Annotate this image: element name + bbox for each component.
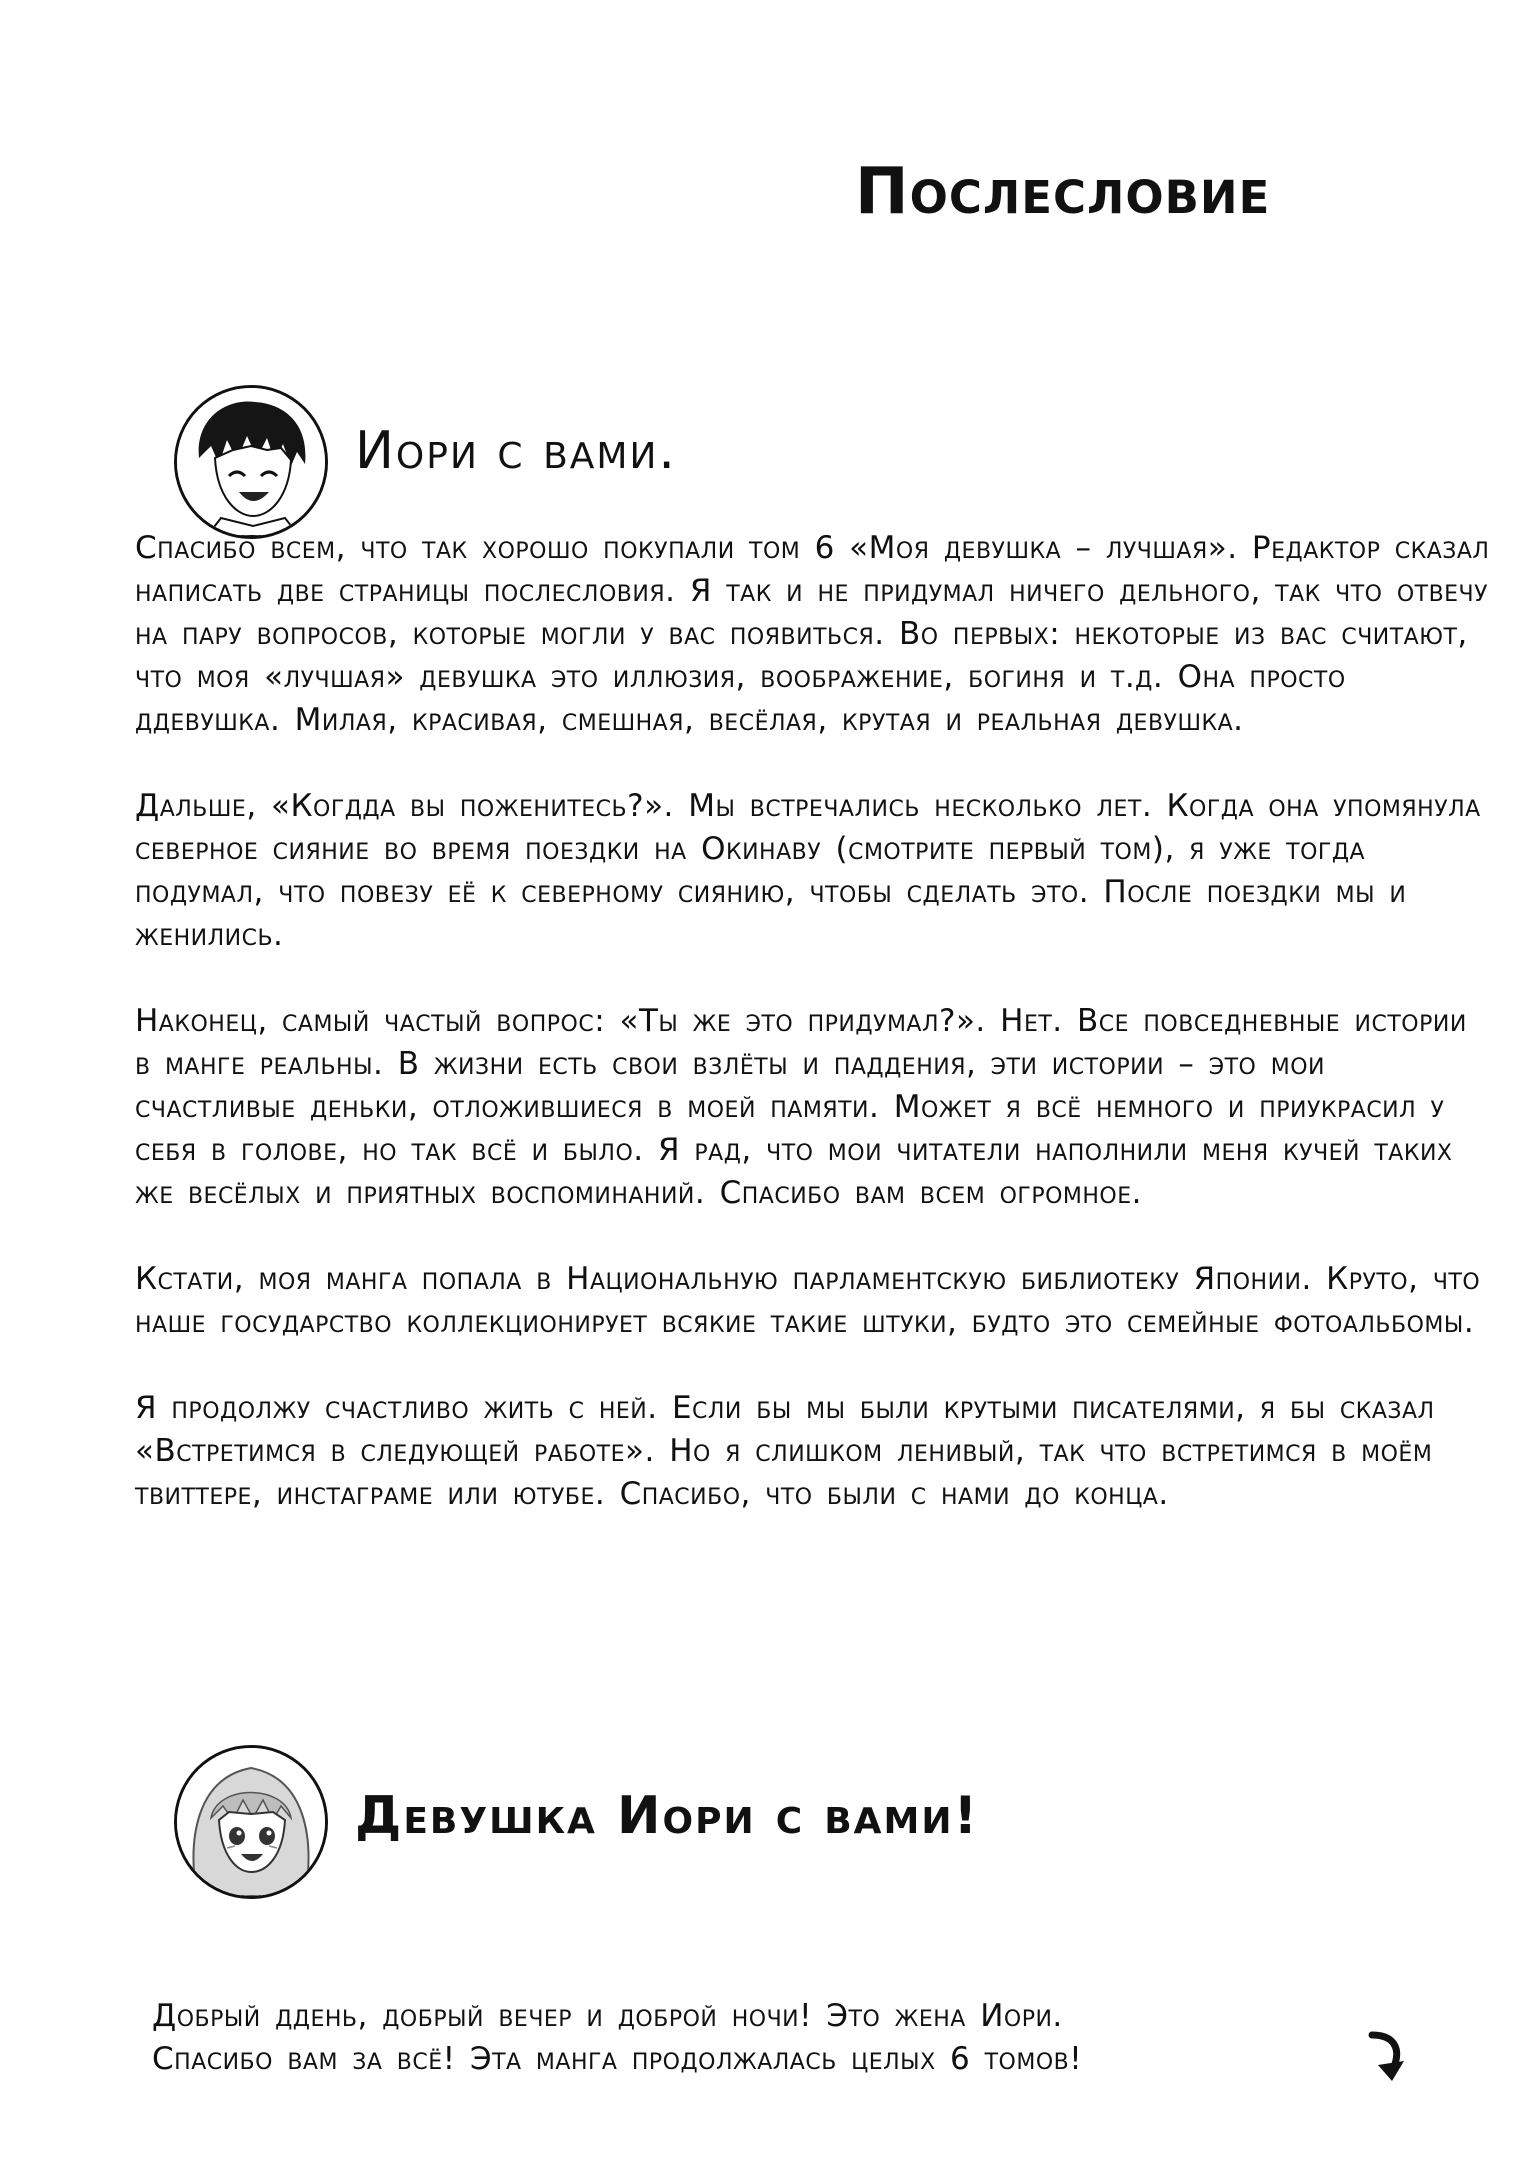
- girl-section-body: [152, 1995, 1397, 2081]
- iori-section-body: [135, 527, 1495, 1559]
- paragraph: Наконец, самый частый вопрос: «Ты же это придумал?». Нет. Все повседневные истории в манге реальны. В жизни есть свои взлёты и паддения, эти истории – это мои счастливые деньки, отложившиеся в моей памяти. Может я всё немного и приукрасил у себя в голове, но так всё и было. Я рад, что мои читатели наполнили меня кучей таких же весёлых и приятных воспоминаний. Спасибо вам всем огромное.: [135, 1003, 1467, 1211]
- iori-section-heading: Иори с вами.: [355, 421, 677, 481]
- paragraph: Кстати, моя манга попала в Национальную парламентскую библиотеку Японии. Круто, что наше государство коллекционирует всякие такие штуки, будто это семейные фотоальбомы.: [135, 1261, 1481, 1340]
- paragraph: Я продолжу счастливо жить с ней. Если бы мы были крутыми писателями, я бы сказал «Встретимся в следующей работе». Но я слишком ленивый, так что встретимся в моём твиттере, инстаграме или ютубе. Спасибо, что были с нами до конца.: [135, 1390, 1435, 1512]
- paragraph: Спасибо всем, что так хорошо покупали том 6 «Моя девушка – лучшая». Редактор сказал написать две страницы послесловия. Я так и не придумал ничего дельного, так что отвечу на пару вопросов, которые могли у вас появиться. Во первых: некоторые из вас считают, что моя «лучшая» девушка это иллюзия, воображение, богиня и т.д. Она просто ддевушка. Милая, красивая, смешная, весёлая, крутая и реальная девушка.: [135, 530, 1490, 738]
- text-line: Добрый ддень, добрый вечер и доброй ночи! Это жена Иори.: [152, 1998, 1063, 2034]
- iori-portrait-icon: [174, 385, 328, 539]
- paragraph: Дальше, «Когдда вы поженитесь?». Мы встречались несколько лет. Когда она упомянула северное сияние во время поездки на Окинаву (смотрите первый том), я уже тогда подумал, что повезу её к северному сиянию, чтобы сделать это. После поездки мы и женились.: [135, 788, 1481, 953]
- girl-portrait-icon: [174, 1745, 328, 1899]
- curved-arrow-down-icon: [1360, 2025, 1420, 2085]
- page-title: Послесловие: [855, 155, 1271, 229]
- text-line: Спасибо вам за всё! Эта манга продолжалась целых 6 томов!: [152, 2041, 1083, 2077]
- girl-section-heading: Девушка Иори с вами!: [355, 1786, 980, 1846]
